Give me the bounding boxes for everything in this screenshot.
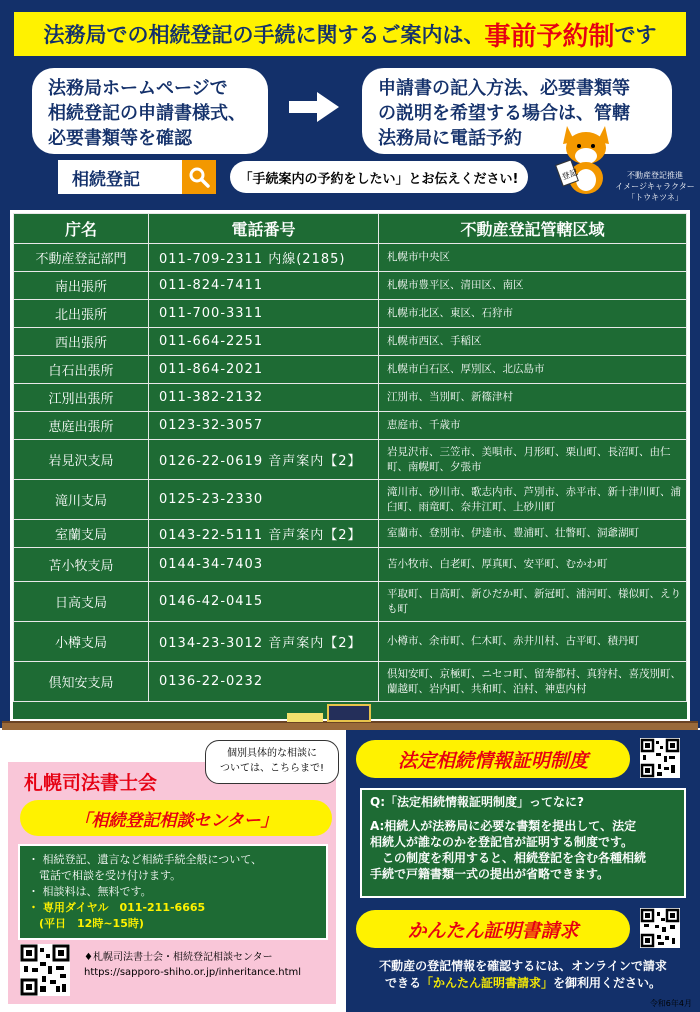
issue-date: 令和6年4月 (649, 999, 692, 1008)
phone-number[interactable]: 011-709-2311 内線(2185) (149, 244, 379, 272)
header-office: 庁名 (14, 214, 149, 244)
table-row (14, 520, 687, 548)
chalk-tray (2, 721, 698, 730)
header-area: 不動産登記管轄区域 (379, 214, 687, 244)
arrow-right-icon (289, 92, 339, 122)
table-row (14, 548, 687, 582)
step1-line: 相続登記の申請書様式、 (48, 103, 246, 124)
association-info (84, 950, 344, 980)
houtei-qa-board (360, 788, 686, 898)
search-keyword: 相続登記 (72, 169, 140, 190)
jurisdiction-area: 小樽市、余市町、仁木町、赤井川村、古平町、積丹町 (379, 622, 687, 662)
table-row (14, 480, 687, 520)
mascot-badge: 登記 (560, 167, 579, 182)
step1-line: 必要書類等を確認 (48, 128, 192, 149)
office-name: 南出張所 (14, 272, 149, 300)
consult-board (18, 844, 328, 940)
table-row (14, 662, 687, 702)
board-line: ・ 相続登記、遺言など相続手続全般について、 (28, 853, 263, 866)
fox-mascot-icon (555, 118, 617, 196)
step1-cloud (32, 68, 268, 154)
answer-line: 手続で戸籍書類一式の提出が省略できます。 (370, 867, 610, 881)
office-table (13, 213, 687, 702)
phone-number[interactable]: 0143-22-5111 音声案内【2】 (149, 520, 379, 548)
houtei-title-box (356, 740, 630, 778)
consult-bubble (205, 740, 339, 784)
page-title (12, 10, 688, 58)
mascot-line: 「トウキツネ」 (627, 193, 683, 202)
jurisdiction-area: 岩見沢市、三笠市、美唄市、月形町、栗山町、長沼町、由仁町、南幌町、夕張市 (379, 440, 687, 480)
office-name: 白石出張所 (14, 356, 149, 384)
org-name: 札幌司法書士会 (24, 772, 158, 794)
phone-number[interactable]: 011-824-7411 (149, 272, 379, 300)
mascot-line: イメージキャラクター (615, 182, 695, 191)
office-name: 滝川支局 (14, 480, 149, 520)
jurisdiction-area: 倶知安町、京極町、ニセコ町、留寿都村、真狩村、喜茂別町、蘭越町、岩内町、共和町、泊村、神恵内村 (379, 662, 687, 702)
office-name: 岩見沢支局 (14, 440, 149, 480)
table-row (14, 300, 687, 328)
phone-number[interactable]: 0126-22-0619 音声案内【2】 (149, 440, 379, 480)
qr-code-icon[interactable] (640, 908, 680, 948)
table-row (14, 582, 687, 622)
houtei-title: 法定相続情報証明制度 (397, 749, 588, 772)
center-name-box (20, 800, 332, 836)
table-row (14, 412, 687, 440)
table-row (14, 356, 687, 384)
qr-code-icon[interactable] (640, 738, 680, 778)
answer-line: 相続人が誰なのかを登記官が証明する制度です。 (370, 835, 634, 849)
jurisdiction-area: 苫小牧市、白老町、厚真町、安平町、むかわ町 (379, 548, 687, 582)
phone-number[interactable]: 011-664-2251 (149, 328, 379, 356)
phone-number[interactable]: 0134-23-3012 音声案内【2】 (149, 622, 379, 662)
jurisdiction-area: 札幌市西区、手稲区 (379, 328, 687, 356)
kantan-text (360, 958, 686, 992)
dial-number[interactable]: ・ 専用ダイヤル 011-211-6665 (28, 901, 206, 914)
jurisdiction-area: 恵庭市、千歳市 (379, 412, 687, 440)
association-name: ♦札幌司法書士会・相続登記相談センター (84, 952, 273, 963)
office-name: 北出張所 (14, 300, 149, 328)
kantan-line: できる (384, 976, 421, 990)
office-name: 倶知安支局 (14, 662, 149, 702)
kantan-service-name: 「かんたん証明書請求」 (420, 976, 553, 990)
office-table-board (10, 210, 690, 722)
eraser (327, 704, 371, 722)
step2-line: の説明を希望する場合は、管轄 (378, 103, 630, 124)
office-name: 江別出張所 (14, 384, 149, 412)
table-row (14, 384, 687, 412)
table-row (14, 244, 687, 272)
title-main: 法務局での相続登記の手続に関するご案内は、 (43, 23, 485, 47)
kantan-title: かんたん証明書請求 (407, 919, 579, 942)
office-name: 苫小牧支局 (14, 548, 149, 582)
table-row (14, 328, 687, 356)
bubble-line: ついては、こちらまで! (219, 763, 324, 774)
jurisdiction-area: 札幌市北区、東区、石狩市 (379, 300, 687, 328)
office-name: 不動産登記部門 (14, 244, 149, 272)
instruction-bubble (230, 161, 528, 193)
step2-line: 法務局に電話予約 (378, 128, 522, 149)
table-row (14, 272, 687, 300)
association-url[interactable]: https://sapporo-shiho.or.jp/inheritance.html (84, 967, 302, 978)
phone-number[interactable]: 011-382-2132 (149, 384, 379, 412)
phone-number[interactable]: 0144-34-7403 (149, 548, 379, 582)
phone-number[interactable]: 011-700-3311 (149, 300, 379, 328)
office-name: 室蘭支局 (14, 520, 149, 548)
table-row (14, 440, 687, 480)
instruction-text: 「手続案内の予約をしたい」とお伝えください! (239, 171, 519, 187)
qr-code-icon[interactable] (20, 944, 70, 996)
mascot-caption (612, 170, 698, 203)
office-name: 恵庭出張所 (14, 412, 149, 440)
kantan-line: 不動産の登記情報を確認するには、オンラインで請求 (379, 959, 667, 973)
jurisdiction-area: 滝川市、砂川市、歌志内市、芦別市、赤平市、新十津川町、浦臼町、雨竜町、奈井江町、上砂川町 (379, 480, 687, 520)
kantan-line: を御利用ください。 (553, 976, 662, 990)
office-name: 日高支局 (14, 582, 149, 622)
question: Q:「法定相続情報証明制度」ってなに? (370, 795, 584, 809)
bubble-line: 個別具体的な相談に (227, 748, 317, 759)
phone-number[interactable]: 0146-42-0415 (149, 582, 379, 622)
step2-cloud (362, 68, 672, 154)
board-line: 電話で相談を受け付けます。 (28, 869, 182, 882)
jurisdiction-area: 平取町、日高町、新ひだか町、新冠町、浦河町、様似町、えりも町 (379, 582, 687, 622)
search-icon[interactable] (182, 160, 216, 194)
phone-number[interactable]: 0123-32-3057 (149, 412, 379, 440)
phone-number[interactable]: 011-864-2021 (149, 356, 379, 384)
board-line: ・ 相談料は、無料です。 (28, 885, 152, 898)
answer-line: この制度を利用すると、相続登記を含む各種相続 (370, 851, 647, 865)
jurisdiction-area: 札幌市豊平区、清田区、南区 (379, 272, 687, 300)
dial-hours: (平日 12時~15時) (28, 917, 144, 930)
jurisdiction-area: 室蘭市、登別市、伊達市、豊浦町、壮瞥町、洞爺湖町 (379, 520, 687, 548)
office-name: 小樽支局 (14, 622, 149, 662)
phone-number[interactable]: 0125-23-2330 (149, 480, 379, 520)
jurisdiction-area: 札幌市白石区、厚別区、北広島市 (379, 356, 687, 384)
jurisdiction-area: 札幌市中央区 (379, 244, 687, 272)
center-name: 「相続登記相談センター」 (74, 810, 278, 831)
phone-number[interactable]: 0136-22-0232 (149, 662, 379, 702)
header-phone: 電話番号 (149, 214, 379, 244)
answer-line: A:相続人が法務局に必要な書類を提出して、法定 (370, 819, 637, 833)
table-row (14, 622, 687, 662)
mascot-line: 不動産登記推進 (627, 171, 683, 180)
jurisdiction-area: 江別市、当別町、新篠津村 (379, 384, 687, 412)
search-box[interactable] (58, 160, 216, 194)
chalk (287, 713, 323, 722)
kantan-title-box (356, 910, 630, 948)
title-tail: です (614, 23, 657, 47)
office-name: 西出張所 (14, 328, 149, 356)
step1-line: 法務局ホームページで (48, 78, 228, 99)
step2-line: 申請書の記入方法、必要書類等 (378, 78, 630, 99)
title-emphasis: 事前予約制 (484, 21, 615, 52)
